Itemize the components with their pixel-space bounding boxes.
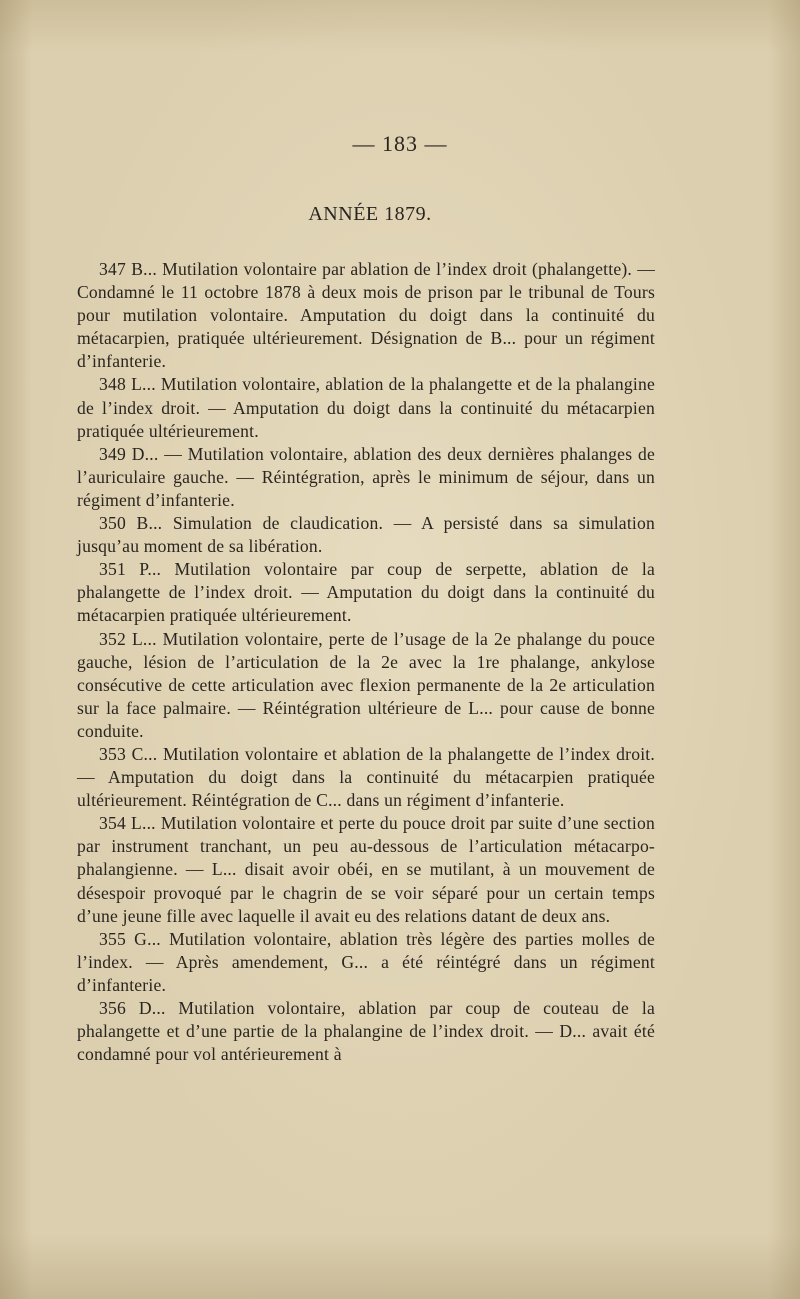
page-number: — 183 — [352, 131, 448, 156]
entry-347: 347 B... Mutilation volontaire par ablation de l’index droit (phalangette). — Condamné le 11 octobre 1878 à deux mois de prison par le tribunal de Tours pour mutilation volontaire. Amputation du doigt dans la continuité du métacarpien, pratiquée ultérieurement. Désignation de B... pour un régiment d’infanterie. [77, 259, 655, 372]
entry-351: 351 P... Mutilation volontaire par coup de serpette, ablation de la phalangette de l’index droit. — Amputation du doigt dans la continuité du métacarpien pratiquée ultérieurement. [77, 559, 655, 626]
entry-356: 356 D... Mutilation volontaire, ablation par coup de couteau de la phalangette et d’une partie de la phalangine de l’index droit. — D... avait été condamné pour vol antérieurement à [77, 998, 655, 1065]
entry-349: 349 D... — Mutilation volontaire, ablation des deux dernières phalanges de l’auriculaire gauche. — Réintégration, après le minimum de séjour, dans un régiment d’infanterie. [77, 443, 655, 510]
year-heading: ANNÉE 1879. [308, 203, 432, 225]
body-text [77, 258, 655, 1066]
entry-350: 350 B... Simulation de claudication. — A persisté dans sa simulation jusqu’au moment de sa libération. [77, 513, 655, 557]
entry-354: 354 L... Mutilation volontaire et perte du pouce droit par suite d’une section par instrument tranchant, un peu au-dessous de l’articulation métacarpo-phalangienne. — L... disait avoir obéi, en se mutilant, à un mouvement de désespoir provoqué par le chagrin de se voir séparé pour un certain temps d’une jeune fille avec laquelle il avait eu des relations datant de deux ans. [77, 813, 655, 926]
entry-352: 352 L... Mutilation volontaire, perte de l’usage de la 2e phalange du pouce gauche, lésion de l’articulation de la 2e avec la 1re phalange, ankylose consécutive de cette articulation avec flexion permanente de la 2e articulation sur la face palmaire. — Réintégration ultérieure de L... pour cause de bonne conduite. [77, 628, 655, 741]
entry-353: 353 C... Mutilation volontaire et ablation de la phalangette de l’index droit. — Amputation du doigt dans la continuité du métacarpien pratiquée ultérieurement. Réintégration de C... dans un régiment d’infanterie. [77, 743, 655, 811]
entry-355: 355 G... Mutilation volontaire, ablation très légère des parties molles de l’index. — Après amendement, G... a été réintégré dans un régiment d’infanterie. [77, 928, 655, 995]
entry-348: 348 L... Mutilation volontaire, ablation de la phalangette et de la phalangine de l’index droit. — Amputation du doigt dans la continuité du métacarpien pratiquée ultérieurement. [77, 374, 655, 441]
